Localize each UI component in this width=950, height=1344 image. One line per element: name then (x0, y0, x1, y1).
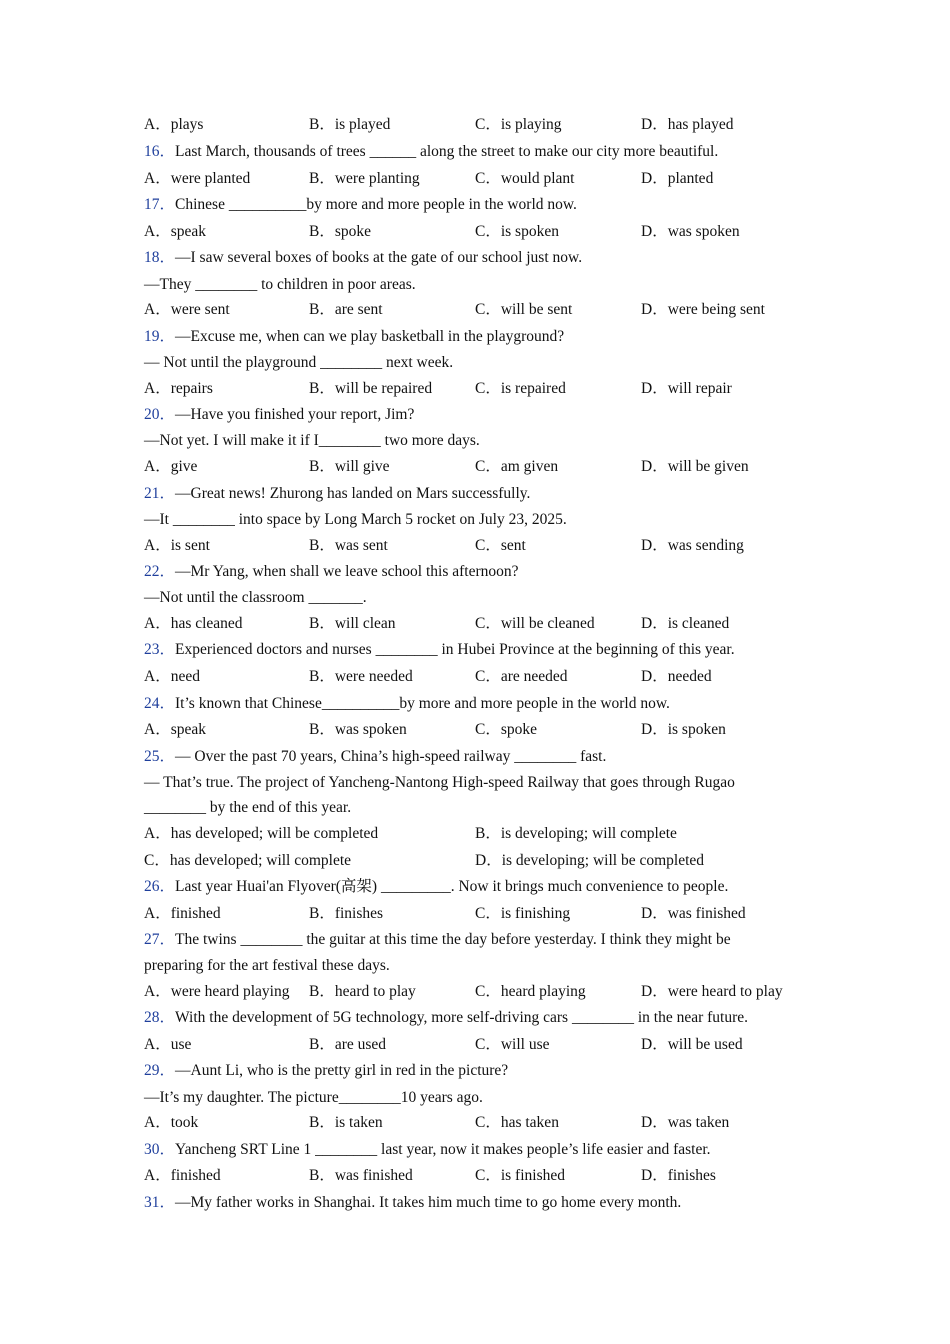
question-text: It’s known that Chinese__________by more and more people in the world now. (175, 695, 670, 712)
option-c: C．will use (475, 1036, 550, 1053)
option-d: D．planted (641, 170, 714, 187)
option-a: A．need (144, 668, 200, 685)
option-b: B．was spoken (309, 721, 407, 738)
option-a: A．has cleaned (144, 615, 243, 632)
question-stem (144, 747, 606, 767)
question-number: 27． (144, 931, 176, 948)
question-stem (144, 1193, 681, 1213)
option-d: D．was sending (641, 537, 744, 554)
question-text-line-2: — That’s true. The project of Yancheng-Nantong High-speed Railway that goes through Rugao (144, 774, 735, 791)
question-text: Last year Huai'an Flyover(高架) _________. Now it brings much convenience to people. (175, 878, 729, 895)
question-stem (144, 562, 519, 582)
question-stem (144, 694, 670, 714)
question-text-line-2: —Not yet. I will make it if I________ two more days. (144, 432, 480, 449)
question-text: With the development of 5G technology, more self-driving cars ________ in the near future. (175, 1009, 749, 1026)
question-text-line-2: preparing for the art festival these days. (144, 957, 390, 974)
question-number: 22． (144, 563, 176, 580)
question-text: Chinese __________by more and more people in the world now. (175, 196, 577, 213)
question-text: Last March, thousands of trees ______ along the street to make our city more beautiful. (175, 143, 719, 160)
question-number: 29． (144, 1062, 176, 1079)
question-stem (144, 248, 582, 268)
question-stem (144, 1061, 508, 1081)
option-a: A．is sent (144, 537, 210, 554)
option-a: A．were planted (144, 170, 251, 187)
question-text-line-3: ________ by the end of this year. (144, 799, 352, 816)
question-text: The twins ________ the guitar at this time the day before yesterday. I think they might be (175, 931, 731, 948)
question-text: — Over the past 70 years, China’s high-speed railway ________ fast. (175, 748, 607, 765)
option-c: C．is finished (475, 1167, 565, 1184)
option-a: A．were sent (144, 301, 230, 318)
option-a: A．took (144, 1114, 199, 1131)
question-text: Yancheng SRT Line 1 ________ last year, now it makes people’s life easier and faster. (175, 1141, 711, 1158)
question-number: 31． (144, 1194, 176, 1211)
question-stem (144, 142, 718, 162)
option-c: C．am given (475, 458, 559, 475)
option-b: B．was sent (309, 537, 388, 554)
question-text: —Mr Yang, when shall we leave school this afternoon? (175, 563, 519, 580)
option-a: A．were heard playing (144, 983, 290, 1000)
question-stem (144, 327, 564, 347)
question-stem (144, 930, 731, 950)
option-b: B．is developing; will complete (475, 825, 677, 842)
option-c: C．will be sent (475, 301, 573, 318)
option-c: C．will be cleaned (475, 615, 595, 632)
question-number: 24． (144, 695, 176, 712)
option-d: D．has played (641, 116, 734, 133)
option-c: C．is playing (475, 116, 562, 133)
question-number: 28． (144, 1009, 176, 1026)
option-b: B．finishes (309, 905, 384, 922)
question-number: 25． (144, 748, 176, 765)
question-text-line-2: —Not until the classroom _______. (144, 589, 367, 606)
question-number: 23． (144, 641, 176, 658)
option-c: C．would plant (475, 170, 575, 187)
option-c: C．has developed; will complete (144, 852, 352, 869)
option-a: A．finished (144, 1167, 221, 1184)
question-text-line-2: —It ________ into space by Long March 5 rocket on July 23, 2025. (144, 511, 567, 528)
option-d: D．needed (641, 668, 712, 685)
option-c: C．sent (475, 537, 526, 554)
option-d: D．is developing; will be completed (475, 852, 705, 869)
question-number: 30． (144, 1141, 176, 1158)
option-b: B．is taken (309, 1114, 383, 1131)
question-text: —I saw several boxes of books at the gate of our school just now. (175, 249, 583, 266)
option-d: D．will be given (641, 458, 749, 475)
option-b: B．spoke (309, 223, 372, 240)
option-a: A．speak (144, 721, 206, 738)
option-c: C．is repaired (475, 380, 566, 397)
option-d: D．were heard to play (641, 983, 783, 1000)
question-number: 18． (144, 249, 176, 266)
option-b: B．are used (309, 1036, 387, 1053)
option-c: C．is finishing (475, 905, 571, 922)
option-c: C．heard playing (475, 983, 586, 1000)
option-b: B．will clean (309, 615, 396, 632)
option-c: C．are needed (475, 668, 568, 685)
option-d: D．will be used (641, 1036, 743, 1053)
question-text: —Excuse me, when can we play basketball in the playground? (175, 328, 565, 345)
option-d: D．was taken (641, 1114, 730, 1131)
question-text-line-2: —It’s my daughter. The picture________10 years ago. (144, 1089, 483, 1106)
option-d: D．was finished (641, 905, 746, 922)
question-number: 17． (144, 196, 176, 213)
option-d: D．is cleaned (641, 615, 730, 632)
question-number: 16． (144, 143, 176, 160)
question-text: Experienced doctors and nurses ________ in Hubei Province at the beginning of this year. (175, 641, 735, 658)
option-b: B．were needed (309, 668, 413, 685)
option-a: A．speak (144, 223, 206, 240)
option-a: A．finished (144, 905, 221, 922)
question-stem (144, 1008, 748, 1028)
question-stem (144, 1140, 711, 1160)
question-text: —Have you finished your report, Jim? (175, 406, 415, 423)
question-number: 26． (144, 878, 176, 895)
option-d: D．finishes (641, 1167, 716, 1184)
question-stem (144, 640, 735, 660)
question-stem (144, 195, 577, 215)
option-a: A．use (144, 1036, 192, 1053)
option-b: B．were planting (309, 170, 420, 187)
question-text: —My father works in Shanghai. It takes him much time to go home every month. (175, 1194, 682, 1211)
question-text-line-2: —They ________ to children in poor areas. (144, 276, 416, 293)
question-text-line-2: — Not until the playground ________ next week. (144, 354, 454, 371)
option-d: D．was spoken (641, 223, 740, 240)
question-number: 19． (144, 328, 176, 345)
option-c: C．has taken (475, 1114, 559, 1131)
question-stem (144, 484, 530, 504)
question-text: —Aunt Li, who is the pretty girl in red in the picture? (175, 1062, 509, 1079)
option-d: D．is spoken (641, 721, 726, 738)
option-b: B．is played (309, 116, 391, 133)
question-text: —Great news! Zhurong has landed on Mars successfully. (175, 485, 531, 502)
option-b: B．are sent (309, 301, 383, 318)
option-b: B．heard to play (309, 983, 416, 1000)
option-d: D．will repair (641, 380, 732, 397)
option-b: B．will give (309, 458, 390, 475)
option-b: B．was finished (309, 1167, 413, 1184)
option-a: A．give (144, 458, 198, 475)
question-stem (144, 877, 728, 897)
option-a: A．repairs (144, 380, 213, 397)
question-number: 21． (144, 485, 176, 502)
option-a: A．plays (144, 116, 204, 133)
question-number: 20． (144, 406, 176, 423)
option-a: A．has developed; will be completed (144, 825, 379, 842)
option-c: C．spoke (475, 721, 538, 738)
option-c: C．is spoken (475, 223, 559, 240)
question-stem (144, 405, 414, 425)
option-d: D．were being sent (641, 301, 765, 318)
option-b: B．will be repaired (309, 380, 433, 397)
